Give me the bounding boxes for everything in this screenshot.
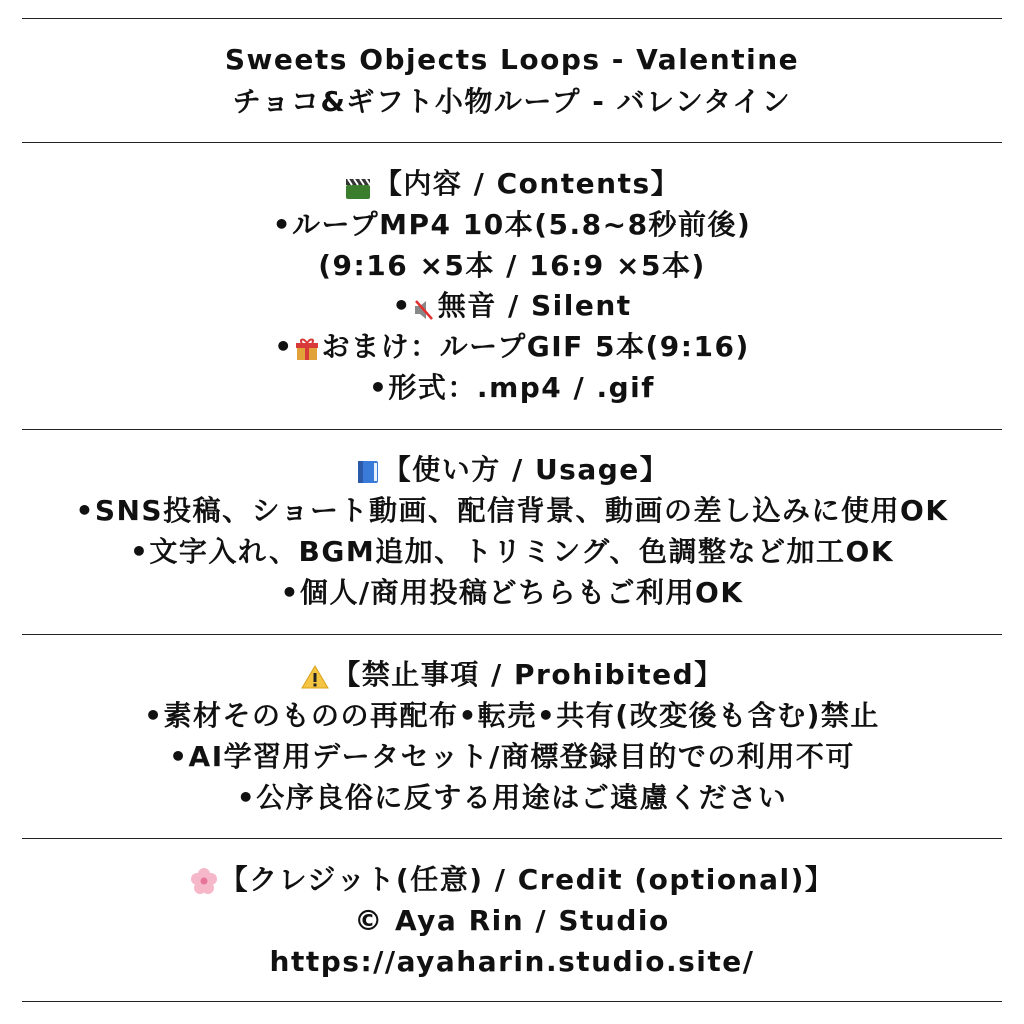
clapper-board-icon — [344, 173, 372, 197]
usage-heading: 【使い方 / Usage】 — [382, 453, 670, 486]
divider — [22, 634, 1002, 635]
contents-item-bonus — [0, 329, 1024, 365]
bonus-label: おまけ：ループGIF 5本(9:16) — [321, 330, 750, 363]
silent-label: 無音 / Silent — [437, 289, 632, 322]
divider — [22, 838, 1002, 839]
credit-heading-row — [0, 862, 1024, 898]
prohibited-item: •素材そのものの再配布•転売•共有(改変後も含む)禁止 — [144, 699, 880, 732]
divider — [22, 142, 1002, 143]
contents-heading: 【内容 / Contents】 — [373, 167, 681, 200]
blue-book-icon — [355, 458, 381, 484]
usage-item: •文字入れ、BGM追加、トリミング、色調整など加工OK — [129, 535, 895, 568]
contents-item: •形式：.mp4 / .gif — [369, 371, 655, 404]
usage-item: •SNS投稿、ショート動画、配信背景、動画の差し込みに使用OK — [75, 494, 949, 527]
divider — [22, 18, 1002, 19]
divider — [22, 1001, 1002, 1002]
bullet: • — [274, 330, 294, 363]
prohibited-item: •公序良俗に反する用途はご遠慮ください — [236, 781, 788, 814]
usage-heading-row — [0, 452, 1024, 488]
contents-item: (9:16 ×5本 / 16:9 ×5本) — [318, 249, 706, 282]
divider — [22, 429, 1002, 430]
prohibited-heading-row — [0, 657, 1024, 693]
contents-item-silent — [0, 288, 1024, 324]
title-japanese: チョコ&ギフト小物ループ - バレンタイン — [232, 85, 792, 118]
warning-icon — [300, 663, 330, 689]
bullet: • — [392, 289, 412, 322]
credit-heading: 【クレジット(任意) / Credit (optional)】 — [219, 863, 835, 896]
usage-item: •個人/商用投稿どちらもご利用OK — [280, 576, 744, 609]
gift-icon — [294, 335, 320, 361]
credit-url[interactable]: https://ayaharin.studio.site/ — [269, 945, 755, 978]
credit-name: © Aya Rin / Studio — [354, 904, 670, 937]
cherry-blossom-icon — [190, 867, 218, 895]
contents-heading-row — [0, 166, 1024, 202]
title-english: Sweets Objects Loops - Valentine — [224, 43, 800, 76]
prohibited-item: •AI学習用データセット/商標登録目的での利用不可 — [169, 740, 855, 773]
contents-item: •ループMP4 10本(5.8~8秒前後) — [272, 208, 752, 241]
prohibited-heading: 【禁止事項 / Prohibited】 — [332, 658, 724, 691]
muted-speaker-icon — [412, 295, 436, 319]
